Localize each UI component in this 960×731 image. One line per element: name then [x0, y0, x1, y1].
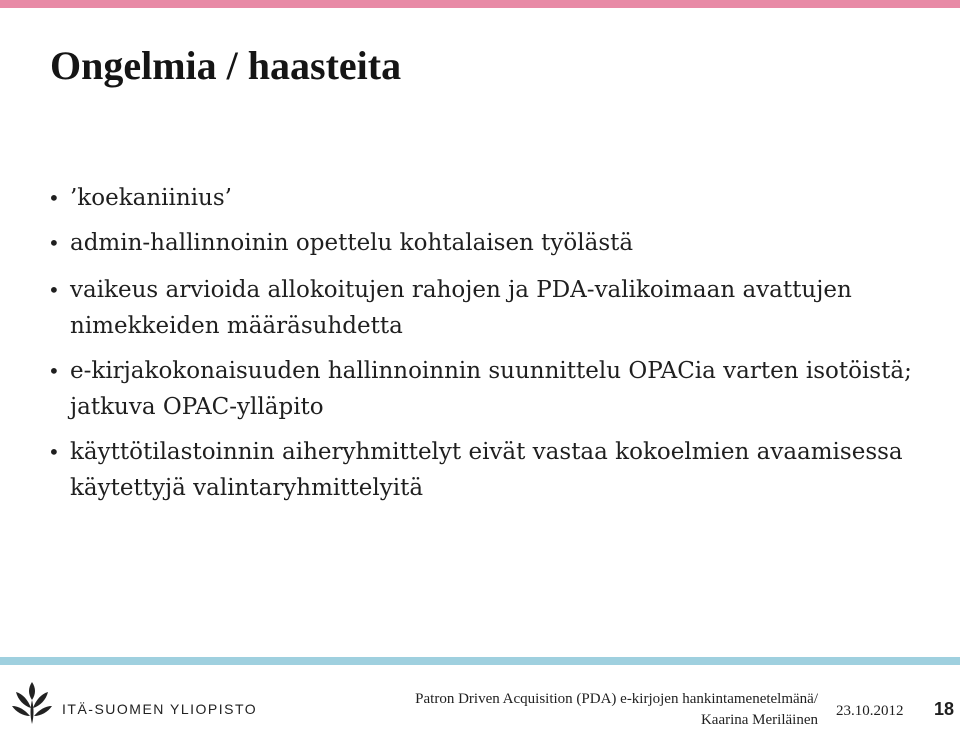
- bullet-item: [48, 225, 953, 261]
- bullet-dot-icon: •: [48, 278, 60, 302]
- bullet-dot-icon: •: [48, 359, 60, 383]
- bullet-text: vaikeus arvioida allokoitujen rahojen ja PDA-valikoimaan avattujen nimekkeiden määräsuhdetta: [70, 277, 852, 339]
- presentation-info: [330, 689, 818, 731]
- bullet-text: ’koekaniinius’: [70, 185, 232, 211]
- presenter-name: Kaarina Meriläinen: [700, 712, 818, 728]
- bullet-item: [48, 353, 953, 425]
- bullet-list: [48, 180, 953, 515]
- bullet-dot-icon: •: [48, 231, 60, 255]
- slide-page-number: 18: [934, 699, 955, 719]
- university-logo-icon: [8, 678, 56, 726]
- bullet-dot-icon: •: [48, 440, 60, 464]
- top-accent-bar: [0, 0, 960, 8]
- university-logo: [8, 678, 258, 726]
- bullet-item: [48, 272, 953, 344]
- presentation-title: Patron Driven Acquisition (PDA) e-kirjojen hankintamenetelmänä/: [415, 691, 818, 707]
- slide-date: 23.10.2012: [836, 703, 904, 719]
- bullet-text: e-kirjakokonaisuuden hallinnoinnin suunnittelu OPACia varten isotöistä; jatkuva OPAC-ylläpito: [70, 358, 912, 420]
- bullet-text: admin-hallinnoinin opettelu kohtalaisen työlästä: [70, 230, 634, 256]
- bullet-text: käyttötilastoinnin aiheryhmittelyt eivät vastaa kokoelmien avaamisessa käytettyjä valintaryhmittelyitä: [70, 439, 903, 501]
- bullet-item: [48, 180, 953, 216]
- bullet-dot-icon: •: [48, 186, 60, 210]
- bullet-item: [48, 434, 953, 506]
- footer-accent-band: [0, 657, 960, 665]
- slide-title: Ongelmia / haasteita: [50, 43, 402, 88]
- university-name: ITÄ-SUOMEN YLIOPISTO: [62, 701, 258, 717]
